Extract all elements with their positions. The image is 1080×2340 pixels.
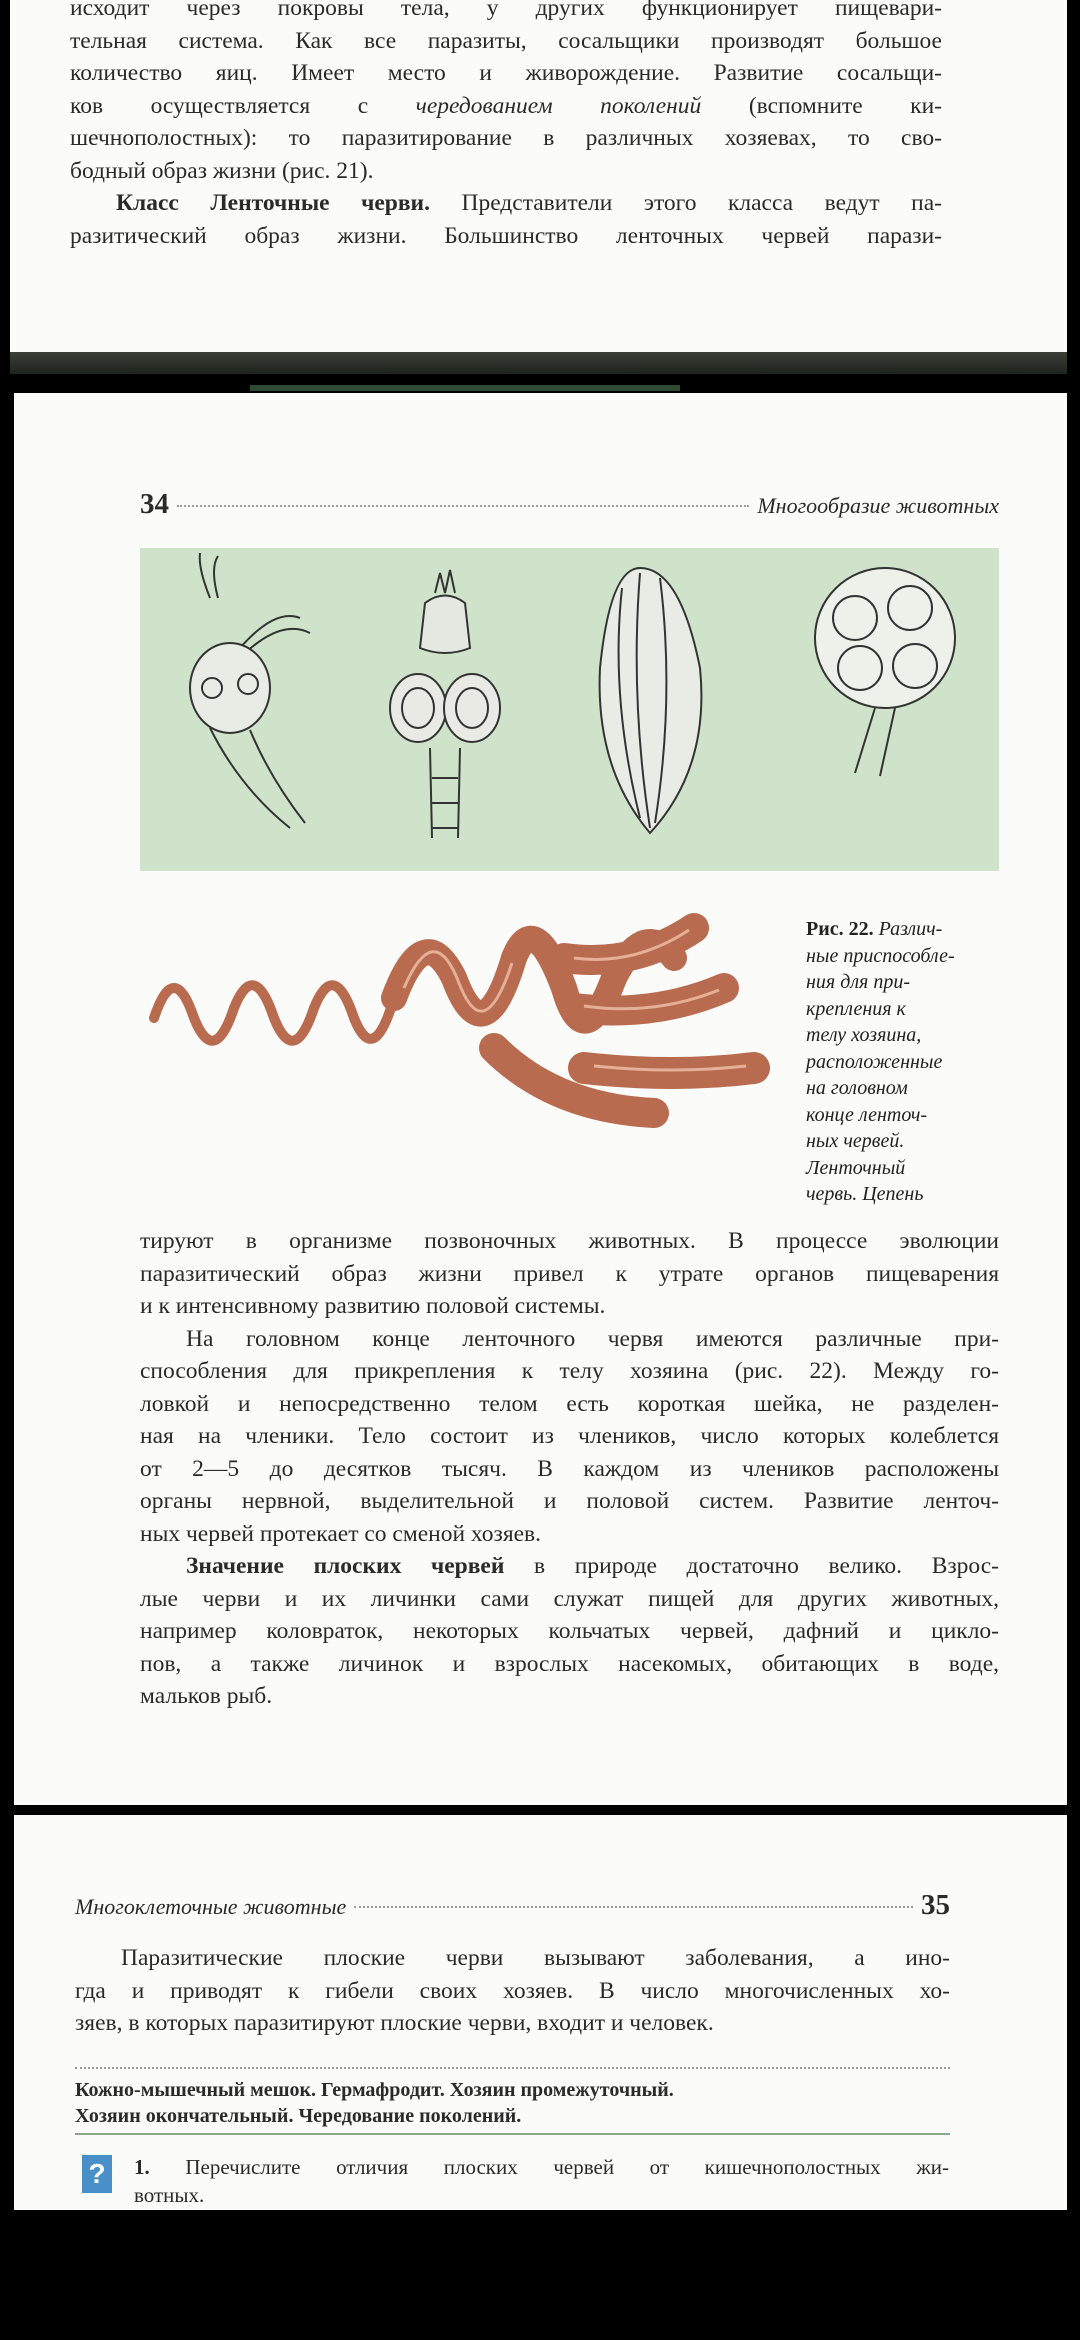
caption-label: Рис. 22. bbox=[806, 918, 874, 940]
header-dots bbox=[177, 505, 749, 507]
page-35 bbox=[14, 1815, 1067, 2210]
page1-text bbox=[70, 0, 942, 252]
scolex-drawing-4 bbox=[815, 568, 955, 776]
text-line: лые черви и их личинки сами служат пищей для других животных, bbox=[140, 1585, 999, 1612]
text-line: тельная система. Как все паразиты, сосальщики производят большое bbox=[70, 27, 942, 54]
text-line: и к интенсивному развитию половой системы. bbox=[140, 1293, 606, 1319]
running-header bbox=[140, 488, 999, 521]
page-34 bbox=[14, 393, 1067, 1805]
text-line: исходит через покровы тела, у других функционирует пищевари- bbox=[70, 0, 942, 21]
scolex-drawing-1 bbox=[190, 553, 310, 828]
text-line: ков осуществляется с чередованием поколений (вспомните ки- bbox=[70, 92, 942, 119]
page-number: 35 bbox=[921, 1889, 950, 1921]
figure-caption: Рис. 22. Различ- ные приспособле- ния для при- крепления к телу хозяина, расположенные на головном конце ленточ- ных червей. Ленточный червь. Цепень bbox=[806, 918, 955, 1205]
text-line: количество яиц. Имеет место и живорождение. Развитие сосальщи- bbox=[70, 60, 942, 86]
running-header bbox=[75, 1889, 950, 1922]
header-dots bbox=[354, 1906, 913, 1908]
scolex-drawing-3 bbox=[600, 568, 702, 833]
text-line: зяев, в которых паразитируют плоские черви, входит и человек. bbox=[75, 2010, 714, 2036]
key-terms bbox=[75, 2067, 950, 2129]
question-1: 1. Перечислите отличия плоских червей от кишечнополостных жи- вотных. bbox=[134, 2155, 950, 2207]
running-title: Многообразие животных bbox=[757, 493, 999, 518]
text-line: ных червей протекает со сменой хозяев. bbox=[140, 1520, 542, 1547]
text-line: разитический образ жизни. Большинство ленточных червей парази- bbox=[70, 222, 942, 249]
text-line: ловкой и непосредственно телом есть короткая шейка, не разделен- bbox=[140, 1390, 999, 1417]
key-terms-line: Кожно-мышечный мешок. Гермафродит. Хозяин промежуточный. bbox=[75, 2079, 674, 2101]
text-line: от 2—5 до десятков тысяч. В каждом из члеников расположены bbox=[140, 1455, 999, 1482]
text-line: способления для прикрепления к телу хозяина (рис. 22). Между го- bbox=[140, 1358, 999, 1384]
text-line: органы нервной, выделительной и половой систем. Развитие ленточ- bbox=[140, 1488, 999, 1514]
text-line: На головном конце ленточного червя имеются различные при- bbox=[186, 1325, 999, 1352]
question-number: 1. bbox=[134, 2155, 150, 2179]
scolex-drawing-2 bbox=[390, 570, 500, 838]
question-icon: ? bbox=[82, 2155, 112, 2193]
text-line: пов, а также личинок и взрослых насекомых, обитающих в воде, bbox=[140, 1650, 999, 1677]
page-edge-strip bbox=[250, 385, 680, 391]
text-line: например коловраток, некоторых кольчатых червей, дафний и цикло- bbox=[140, 1618, 999, 1644]
text-line: бодный образ жизни (рис. 21). bbox=[70, 157, 374, 184]
text-line: тируют в организме позвоночных животных. В процессе эволюции bbox=[140, 1228, 999, 1254]
text-line: мальков рыб. bbox=[140, 1683, 273, 1709]
page-number: 34 bbox=[140, 488, 169, 520]
class-heading: Класс Ленточные черви. bbox=[116, 190, 430, 216]
text-line: Значение плоских червей в природе достаточно велико. Взрос- bbox=[186, 1553, 999, 1579]
page34-body bbox=[140, 1225, 999, 1713]
text-line: шечнополостных): то паразитирование в различных хозяевах, то сво- bbox=[70, 125, 942, 151]
page-shadow bbox=[10, 352, 1067, 374]
class-heading-line: Класс Ленточные черви. Представители этого класса ведут па- bbox=[116, 190, 942, 216]
key-terms-line: Хозяин окончательный. Чередование поколений. bbox=[75, 2105, 522, 2127]
divider bbox=[75, 2133, 950, 2135]
text-line: ная на членики. Тело состоит из члеников, число которых колеблется bbox=[140, 1423, 999, 1449]
text-line: Паразитические плоские черви вызывают заболевания, а ино- bbox=[121, 1945, 950, 1971]
significance-heading: Значение плоских червей bbox=[186, 1553, 505, 1579]
tapeworm-illustration bbox=[134, 898, 804, 1138]
previous-page bbox=[10, 0, 1067, 355]
text-line: паразитический образ жизни привел к утрате органов пищеварения bbox=[140, 1260, 999, 1287]
scolex-illustrations bbox=[140, 548, 999, 871]
running-title: Многоклеточные животные bbox=[75, 1894, 347, 1919]
figure-attachment-organs bbox=[140, 548, 999, 871]
page35-body bbox=[75, 1942, 950, 2040]
text-line: гда и приводят к гибели своих хозяев. В число многочисленных хо- bbox=[75, 1977, 950, 2004]
